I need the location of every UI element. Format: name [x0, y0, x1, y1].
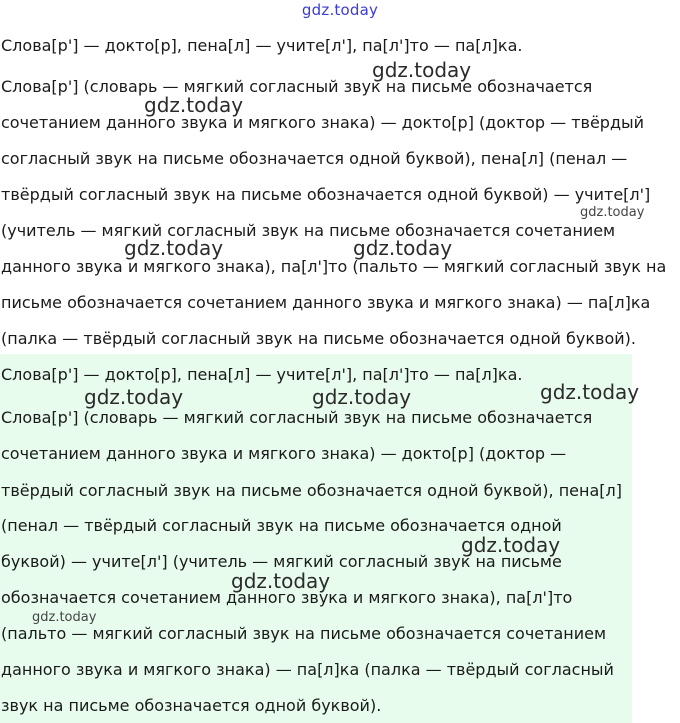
site-watermark-header: gdz.today [301, 1, 379, 19]
summary-line: Слова[р'] — докто[р], пена[л] — учите[л'], па[л']то — па[л]ка. [1, 36, 523, 55]
text-line: (пальто — мягкий согласный звук на письме обозначается сочетанием [1, 624, 607, 643]
text-line: Слова[р'] (словарь — мягкий согласный звук на письме обозначается [1, 408, 593, 427]
watermark: gdz.today [312, 385, 412, 409]
watermark: gdz.today [84, 385, 184, 409]
text-line: буквой) — учите[л'] (учитель — мягкий согласный звук на письме [1, 552, 562, 571]
summary-line: Слова[р'] — докто[р], пена[л] — учите[л'], па[л']то — па[л]ка. [1, 365, 523, 384]
text-line: Слова[р'] (словарь — мягкий согласный звук на письме обозначается [1, 77, 593, 96]
text-line: данного звука и мягкого знака), па[л']то (пальто — мягкий согласный звук на [1, 257, 667, 276]
text-line: звук на письме обозначается одной буквой). [1, 696, 382, 715]
watermark: gdz.today [540, 380, 640, 404]
text-line: обозначается сочетанием данного звука и мягкого знака), па[л']то [1, 588, 573, 607]
watermark: gdz.today [353, 236, 453, 260]
watermark: gdz.today [372, 58, 472, 82]
text-line: (палка — твёрдый согласный звук на письме обозначается одной буквой). [1, 329, 636, 348]
text-line: сочетанием данного звука и мягкого знака) — докто[р] (доктор — [1, 444, 567, 463]
text-line: согласный звук на письме обозначается одной буквой), пена[л] (пенал — [1, 149, 628, 168]
text-line: твёрдый согласный звук на письме обозначается одной буквой) — учите[л'] [1, 185, 651, 204]
text-line: (учитель — мягкий согласный звук на письме обозначается сочетанием [1, 221, 616, 240]
watermark: gdz.today [231, 569, 331, 593]
text-line: письме обозначается сочетанием данного звука и мягкого знака) — па[л]ка [1, 293, 651, 312]
text-line: сочетанием данного звука и мягкого знака) — докто[р] (доктор — твёрдый [1, 113, 645, 132]
text-line: твёрдый согласный звук на письме обозначается одной буквой), пена[л] [1, 481, 622, 500]
watermark: gdz.today [32, 610, 97, 625]
text-line: данного звука и мягкого знака) — па[л]ка (палка — твёрдый согласный [1, 660, 614, 679]
watermark: gdz.today [144, 93, 244, 117]
watermark: gdz.today [461, 533, 561, 557]
watermark: gdz.today [580, 205, 645, 220]
watermark: gdz.today [124, 236, 224, 260]
text-line: (пенал — твёрдый согласный звук на письме обозначается одной [1, 516, 562, 535]
